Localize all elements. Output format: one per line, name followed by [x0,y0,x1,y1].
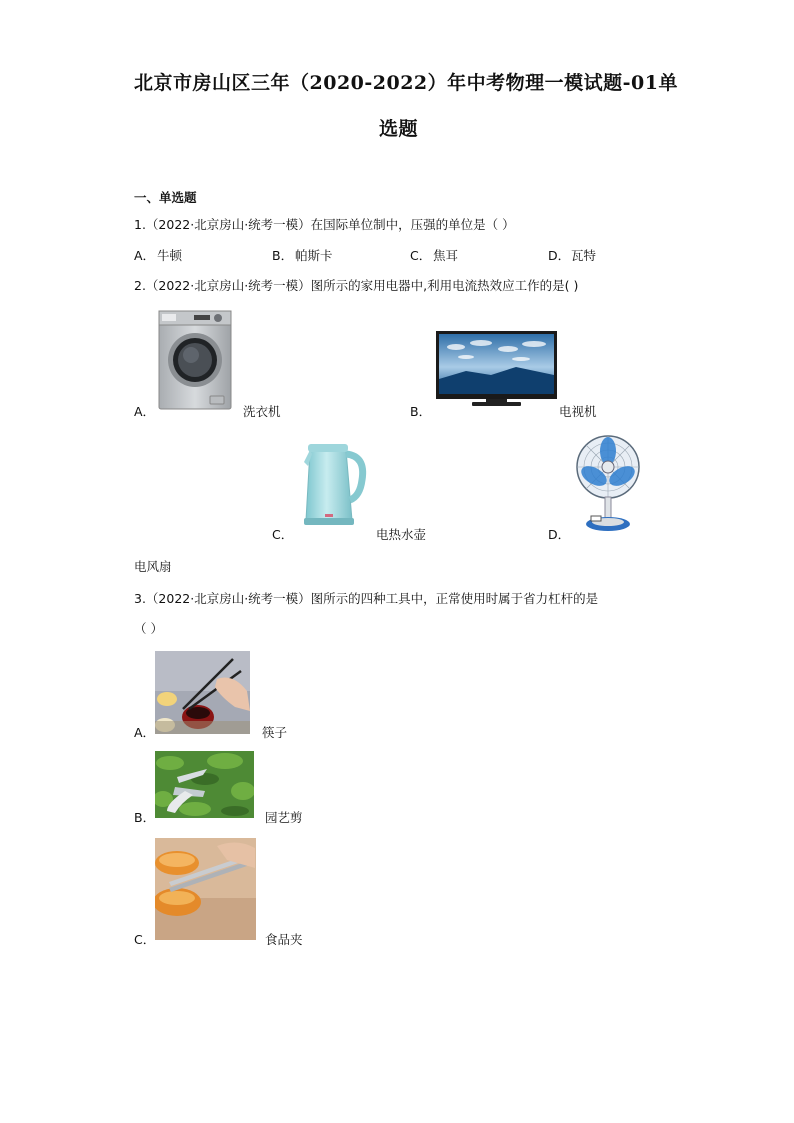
garden-shears-image [155,751,254,818]
q2-option-a-letter: A． [134,404,156,419]
q3-option-a-letter: A． [134,725,156,740]
q3-option-a-text: 筷子 [262,725,288,740]
q1-stem: 1.（2022·北京房山·统考一模）在国际单位制中，压强的单位是（ ） [134,217,515,232]
q1-option-c-text: 焦耳 [433,248,459,263]
q2-option-a-text: 洗衣机 [243,404,281,419]
electric-fan-image [573,434,645,534]
q1-option-b-text: 帕斯卡 [295,248,333,263]
q1-option-b-letter: B． [272,248,294,263]
q2-option-d-text: 电风扇 [134,559,172,574]
electric-kettle-image [296,440,370,528]
q2-option-d-letter: D． [548,527,571,542]
q2-option-b-text: 电视机 [559,404,597,419]
chopsticks-image [155,651,250,734]
q3-option-b-letter: B． [134,810,156,825]
q3-stem-continuation: （ ） [134,621,163,636]
q1-option-a-letter: A． [134,248,156,263]
q1-option-a-text: 牛顿 [157,248,183,263]
q3-option-c-letter: C． [134,932,156,947]
q3-stem: 3.（2022·北京房山·统考一模）图所示的四种工具中，正常使用时属于省力杠杆的是 [134,591,599,606]
q2-option-c-text: 电热水壶 [376,527,427,542]
washing-machine-image [158,310,232,410]
q1-option-d-text: 瓦特 [571,248,597,263]
document-title-line1: 北京市房山区三年（2020-2022）年中考物理一模试题-01单 [134,72,678,94]
q2-stem: 2.（2022·北京房山·统考一模）图所示的家用电器中,利用电流热效应工作的是( ) [134,278,579,293]
q2-option-b-letter: B． [410,404,432,419]
q2-option-c-letter: C． [272,527,294,542]
q3-option-b-text: 园艺剪 [265,810,303,825]
q1-option-c-letter: C． [410,248,432,263]
television-image [436,331,557,409]
food-tongs-image [155,838,256,940]
q1-option-d-letter: D． [548,248,571,263]
section-heading: 一、单选题 [134,190,197,205]
document-title-line2: 选题 [379,118,419,140]
q3-option-c-text: 食品夹 [265,932,303,947]
